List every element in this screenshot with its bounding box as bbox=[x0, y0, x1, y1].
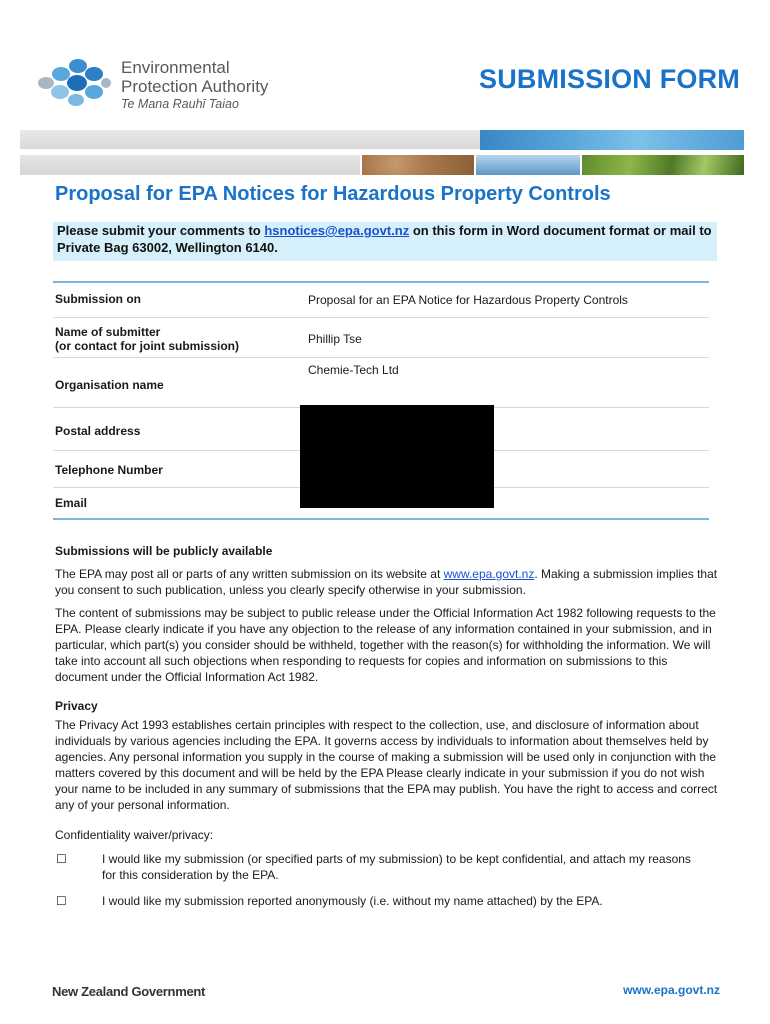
organisation-name-field[interactable]: Chemie-Tech Ltd bbox=[308, 363, 399, 377]
confidential-checkbox[interactable]: ☐ bbox=[56, 852, 67, 866]
submitter-label-line1: Name of submitter bbox=[55, 325, 161, 339]
notice-prefix: Please submit your comments to bbox=[57, 223, 265, 238]
form-heading: SUBMISSION FORM bbox=[478, 64, 740, 94]
email-label: Email bbox=[55, 496, 88, 510]
org-tagline: Te Mana Rauhī Taiao bbox=[121, 97, 239, 111]
waiver-heading: Confidentiality waiver/privacy: bbox=[55, 828, 214, 842]
organisation-name-label: Organisation name bbox=[55, 378, 164, 392]
submitter-label-line2: (or contact for joint submission) bbox=[55, 339, 240, 353]
privacy-heading: Privacy bbox=[55, 699, 98, 713]
banner-sand-image bbox=[362, 155, 474, 175]
banner-strip bbox=[20, 130, 480, 149]
public-p1-prefix: The EPA may post all or parts of any written submission on its website at bbox=[55, 567, 444, 581]
organisation-logo-text bbox=[121, 58, 268, 111]
public-p1-suffix: . Making a submission implies that you consent to such publication, unless you clearly specify otherwise in your submission. bbox=[55, 567, 718, 597]
table-row-divider bbox=[53, 317, 709, 318]
redaction-block bbox=[300, 405, 494, 508]
document-title: Proposal for EPA Notices for Hazardous Property Controls bbox=[55, 183, 611, 205]
public-paragraph-1 bbox=[55, 566, 720, 598]
org-name-line2: Protection Authority bbox=[121, 77, 269, 96]
notice-email-link[interactable]: hsnotices@epa.govt.nz bbox=[264, 223, 410, 238]
submission-instructions bbox=[53, 222, 717, 261]
banner-fern-image bbox=[582, 155, 744, 175]
anonymous-option-label: I would like my submission reported anonymously (i.e. without my name attached) by the EPA. bbox=[102, 894, 603, 908]
submitter-name-field[interactable]: Phillip Tse bbox=[308, 332, 362, 346]
table-row-divider bbox=[53, 357, 709, 358]
privacy-paragraph: The Privacy Act 1993 establishes certain principles with respect to the collection, use, and disclosure of information about individuals by various agencies including the EPA. It governs access by individuals to information about themselves held by agencies. Any personal information you supply in the course of making a submission will be used only in conjunction with the matters covered by this document and will be held by the EPA Please clearly indicate in your submission if you do not wish your name to be included in any summary of submissions that the EPA may publish. You have the right to access and correct any of your personal information. bbox=[55, 718, 718, 812]
anonymous-checkbox[interactable]: ☐ bbox=[56, 894, 67, 908]
banner-strip bbox=[20, 155, 360, 175]
public-paragraph-2: The content of submissions may be subject to public release under the Official Information Act 1982 following requests to the EPA. Please clearly indicate if you have any objection to the release of any information contained in your submission, and in particular, which part(s) you consider should be withheld, together with the reason(s) for withholding the information. We will take into account all such objections when responding to requests for copies and information on submissions to this document under the Official Information Act 1982. bbox=[55, 606, 716, 684]
confidential-option-label: I would like my submission (or specified parts of my submission) to be kept confidential, and attach my reasons for this consideration by the EPA. bbox=[102, 852, 691, 882]
notice-suffix: on this form in Word document format or mail to Private Bag 63002, Wellington 6140. bbox=[57, 223, 712, 255]
banner-water-image bbox=[476, 155, 580, 175]
nz-government-logo: New Zealand Government bbox=[52, 984, 206, 999]
submission-on-value[interactable]: Proposal for an EPA Notice for Hazardous Property Controls bbox=[308, 293, 628, 307]
public-heading: Submissions will be publicly available bbox=[55, 544, 273, 558]
banner-sky-image bbox=[480, 130, 744, 150]
epa-logo-icon bbox=[36, 56, 112, 108]
footer-website-link[interactable]: www.epa.govt.nz bbox=[623, 983, 720, 997]
table-bottom-border bbox=[53, 518, 709, 520]
postal-address-label: Postal address bbox=[55, 424, 141, 438]
table-top-border bbox=[53, 281, 709, 283]
org-name-line1: Environmental bbox=[121, 58, 230, 77]
telephone-label: Telephone Number bbox=[55, 463, 163, 477]
epa-website-link[interactable]: www.epa.govt.nz bbox=[443, 567, 535, 581]
submission-on-label: Submission on bbox=[55, 292, 142, 306]
